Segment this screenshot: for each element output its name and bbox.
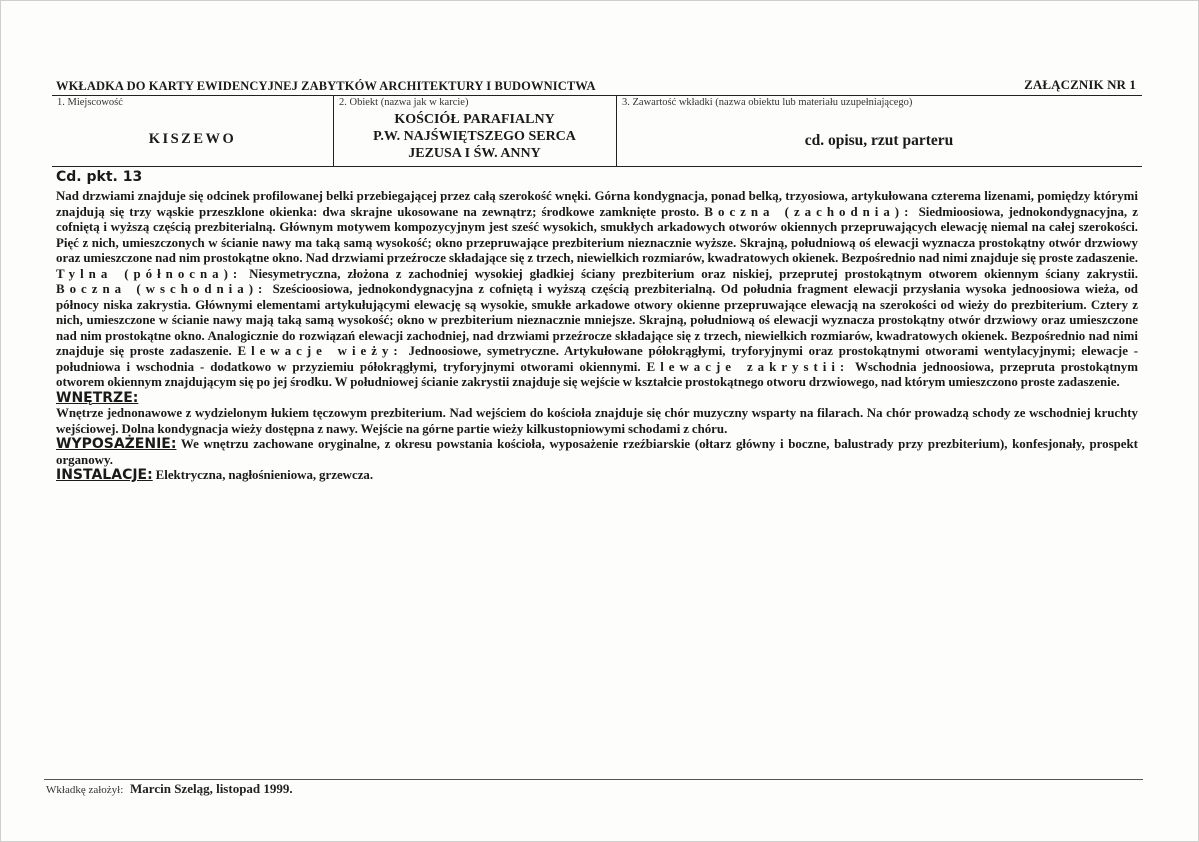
object-name (333, 111, 616, 162)
tower-text: Jednoosiowe, symetryczne. Artykułowane półokrągłymi, tryforyjnymi oraz prostokątnymi otworami wentylacyjnymi; elewacje - południowa i wschodnia - dodatkowo w przyziemiu półokrągłymi, tryforyjnymi otworami okiennymi. (56, 344, 1138, 374)
object-line-1: KOŚCIÓŁ PARAFIALNY (394, 112, 555, 127)
term-tower: Elewacje wieży: (237, 344, 403, 358)
installations-section (56, 468, 1138, 484)
facade-west-text: Siedmioosiowa, jednokondygnacyjna, z cofniętą i wyższą częścią prezbiterialną. Głównym motywem kompozycyjnym jest sześć wysokich, smukłych arkadowych otworów okiennych przepruwających elewację niemal na całej szerokości. Pięć z nich, umieszczonych w ścianie nawy ma taką samą wysokość; okno przepruwające prezbiterium nieznacznie wyższe. Skrajną, południową oś elewacji wyznacza prostokątny otwór drzwiowy oraz umieszczone nad nim prostokątne okno. Nad drzwiami przeźrocze składające się z trzech, niewielkich rozmiarów, kwadratowych okienek. Bezpośrednio nad nimi znajduje się proste zadaszenie. (56, 204, 1138, 265)
continuation-heading: Cd. pkt. 13 (56, 169, 143, 185)
cell-divider-2 (616, 95, 617, 166)
term-rear-north: Tylna (północna): (56, 266, 243, 281)
sacristy-text: Wschodnia jednoosiowa, przepruta prostokątnym otworem okiennym znajdującym się po jej środku. W południowej ścianie zakrystii znajduje się wejście w kształcie prostokątnego otworu drzwiowego, nad którym umieszczono proste zadaszenie. (56, 359, 1138, 389)
locality-label: 1. Miejscowość (57, 97, 123, 108)
interior-text: Wnętrze jednonawowe z wydzielonym łukiem tęczowym prezbiterium. Nad wejściem do kościoła znajduje się chór muzyczny wsparty na filarach. Na chór prowadzą schody ze wschodniej kruchty wejściowej. Dolna kondygnacja wieży dostępna z nawy. Wejście na górne partie wieży kilkustopniowymi schodami z chóru. (56, 406, 1138, 436)
form-header (52, 77, 1142, 95)
interior-heading: WNĘTRZE: (56, 389, 139, 406)
form-title: WKŁADKA DO KARTY EWIDENCYJNEJ ZABYTKÓW ARCHITEKTURY I BUDOWNICTWA (56, 79, 596, 93)
installations-text: Elektryczna, nagłośnieniowa, grzewcza. (155, 468, 374, 482)
furnishing-section (56, 437, 1138, 468)
facade-front-text: Nad drzwiami znajduje się odcinek profilowanej belki przebiegającej przez całą szerokość wnęki. Górna kondygnacja, ponad belką, trzyosiowa, artykułowana czterema lizenami, pomiędzy którymi znajdują się trzy wąskie przeszklone okienka: dwa skrajne ukosowane na zewnątrz; środkowe zamknięte prosto. (56, 189, 1138, 219)
facade-north-text: Niesymetryczna, złożona z zachodniej wysokiej gładkiej ściany prezbiterium oraz niskiej, przeprutej prostokątnym otworem okiennym ściany zakrystii. (249, 266, 1138, 281)
term-sacristy: Elewacje zakrystii: (646, 359, 850, 374)
interior-section (56, 391, 1138, 438)
footer-rule (44, 779, 1143, 780)
object-line-3: JEZUSA I ŚW. ANNY (408, 146, 541, 161)
description-body (56, 189, 1138, 484)
term-side-east: Boczna (wschodnia): (56, 282, 268, 296)
footer-label: Wkładkę założył: (46, 784, 124, 796)
cells-rule (52, 166, 1142, 167)
header-rule (52, 95, 1142, 96)
content-label: 3. Zawartość wkładki (nazwa obiektu lub materiału uzupełniającego) (622, 97, 913, 108)
object-line-2: P.W. NAJŚWIĘTSZEGO SERCA (373, 129, 576, 144)
facade-east-text: Sześcioosiowa, jednokondygnacyjna z cofniętą i wyższą częścią prezbiterialną. Od południa fragment elewacji przysłania wysoka jednoosiowa wieża, od północy niska zakrystia. Głównymi elementami artykułującymi elewację są wysokie, smukłe arkadowe otwory okienne przepruwające elewacją na szerokości od wieży do prezbiterium. Cztery z nich, umieszczone w ścianie nawy mają taką samą wysokość; okno w prezbiterium nieznacznie mniejsze. Skrajną, południową oś elewacji wyznacza prostokątny otwór drzwiowy oraz umieszczone nad nim prostokątne okno. Analogicznie do rozwiązań elewacji zachodniej, nad drzwiami przeźrocze składające się z trzech, niewielkich rozmiarów, kwadratowych okienek. Bezpośrednio nad nimi znajduje się proste zadaszenie. (56, 282, 1138, 358)
locality-value: KISZEWO (148, 131, 237, 147)
annex-label: ZAŁĄCZNIK NR 1 (1024, 77, 1136, 92)
furnishing-text: We wnętrzu zachowane oryginalne, z okresu powstania kościoła, wyposażenie rzeźbiarskie (ołtarz główny i boczne, balustrady przy prezbiterium), konfesjonały, prospekt organowy. (56, 437, 1138, 467)
content-value: cd. opisu, rzut parteru (804, 132, 954, 149)
object-label: 2. Obiekt (nazwa jak w karcie) (339, 97, 469, 108)
furnishing-heading: WYPOSAŻENIE: (56, 436, 177, 452)
footer-author: Marcin Szeląg, listopad 1999. (130, 781, 293, 796)
footer (46, 781, 293, 797)
installations-heading: INSTALACJE: (56, 467, 153, 483)
description-paragraph (56, 189, 1138, 391)
term-side-west: Boczna (zachodnia): (704, 204, 914, 219)
